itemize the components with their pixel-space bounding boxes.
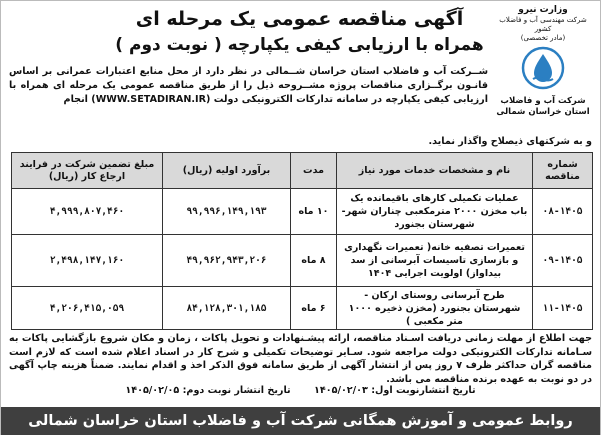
tender-duration: ۱۰ ماه xyxy=(291,189,337,235)
table-row xyxy=(12,189,593,235)
tender-estimate: ۴۹,۹۶۲,۹۴۳,۲۰۶ xyxy=(163,235,291,287)
first-publication-date: تاریخ انتشارنوبت اول: ۱۴۰۵/۰۲/۰۳ xyxy=(314,385,476,396)
publication-dates xyxy=(1,385,600,396)
company-province: استان خراسان شمالی xyxy=(496,107,590,117)
second-publication-date: تاریخ انتشار نوبت دوم: ۱۴۰۵/۰۲/۰۵ xyxy=(125,385,291,396)
tender-title: طرح آبرسانی روستای ارکان - شهرستان بجنورد (مخزن ذخیره ۱۰۰۰ متر مکعبی ) xyxy=(337,287,533,330)
footer-paragraph: جهت اطلاع از مهلت زمانی دریافت اسـناد مناقصه، ارائه پیشـنهادات و تحویل پاکات ، زمان و مکان شروع بازگشایی پاکات به سـامانه تدارکات الکترونیکی دولت مراجعه شود. سـایر توضیحات تکمیلی و شرح کار در اسناد اعلام شده است که لازم است مناقصه گران حداکثر ظرف ۷ روز پس از انتشار آگهی از طریق سامانه فوق الذکر اخذ و اقدام نمایند. ضمناً هزینه چاپ آگهی در دو نوبت به عهده برنده مناقصه می باشد. xyxy=(9,333,592,385)
header-estimate: برآورد اولیه (ریال) xyxy=(163,153,291,189)
tender-number: ۰۹-۱۴۰۵ xyxy=(533,235,593,287)
ministry-subtitle-2: (مادر تخصصی) xyxy=(520,34,566,42)
intro-paragraph: شــرکت آب و فاضلاب استان خراسان شــمالی در نظر دارد از محل منابع اعتبارات عمرانی بر اساس قانـون برگــزاری مناقصات پروژه مشــروحه ذیل را از طریق مناقصه عمومی یک مرحله ای همراه با ارزیابی کیفی یکپارچه در سامانه تدارکات الکترونیکی دولت (WWW.SETADIRAN.IR) انجام xyxy=(9,66,488,105)
ad-title: آگهی مناقصه عمومی یک مرحله ای xyxy=(135,8,464,30)
tender-guarantee: ۴,۲۰۶,۴۱۵,۰۵۹ xyxy=(12,287,163,330)
header-guarantee: مبلغ تضمین شرکت در فرایند ارجاع کار (ریال) xyxy=(12,153,163,189)
logo-block xyxy=(492,5,594,118)
header-duration: مدت xyxy=(291,153,337,189)
company-name: شرکت آب و فاضلاب xyxy=(500,96,586,106)
tender-estimate: ۸۴,۱۲۸,۳۰۱,۱۸۵ xyxy=(163,287,291,330)
ad-subtitle: همراه با ارزیابی کیفی یکپارچه ( نوبت دوم ) xyxy=(115,35,484,55)
water-drop-logo-icon xyxy=(521,46,565,90)
table-header-row xyxy=(12,153,593,189)
header-title: نام و مشخصات خدمات مورد نیاز xyxy=(337,153,533,189)
tender-number: ۰۸-۱۴۰۵ xyxy=(533,189,593,235)
header-number: شماره مناقصه xyxy=(533,153,593,189)
table-row xyxy=(12,235,593,287)
tender-title: عملیات تکمیلی کارهای باقیمانده یک باب مخزن ۲۰۰۰ مترمکعبی چناران شهر-شهرستان بجنورد xyxy=(337,189,533,235)
intro-tail: و به شرکتهای ذیصلاح واگذار نماید. xyxy=(428,136,592,147)
tender-guarantee: ۴,۹۹۹,۸۰۷,۴۶۰ xyxy=(12,189,163,235)
tender-title: تعمیرات تصفیه خانه( تعمیرات نگهداری و بازسازی تاسیسات آبرسانی از سد بیداواز) اولویت اجرایی ۱۴۰۴ xyxy=(337,235,533,287)
tender-guarantee: ۲,۴۹۸,۱۴۷,۱۶۰ xyxy=(12,235,163,287)
tenders-table xyxy=(11,152,593,330)
table-row xyxy=(12,287,593,330)
tender-duration: ۶ ماه xyxy=(291,287,337,330)
ministry-subtitle: شرکت مهندسی آب و فاضلاب کشور xyxy=(499,16,587,33)
tender-estimate: ۹۹,۹۹۶,۱۴۹,۱۹۳ xyxy=(163,189,291,235)
tender-number: ۱۱-۱۴۰۵ xyxy=(533,287,593,330)
public-relations-banner: روابط عمومی و آموزش همگانی شرکت آب و فاضلاب استان خراسان شمالی xyxy=(1,407,600,435)
tender-duration: ۸ ماه xyxy=(291,235,337,287)
ministry-name: وزارت نیرو xyxy=(518,5,568,15)
